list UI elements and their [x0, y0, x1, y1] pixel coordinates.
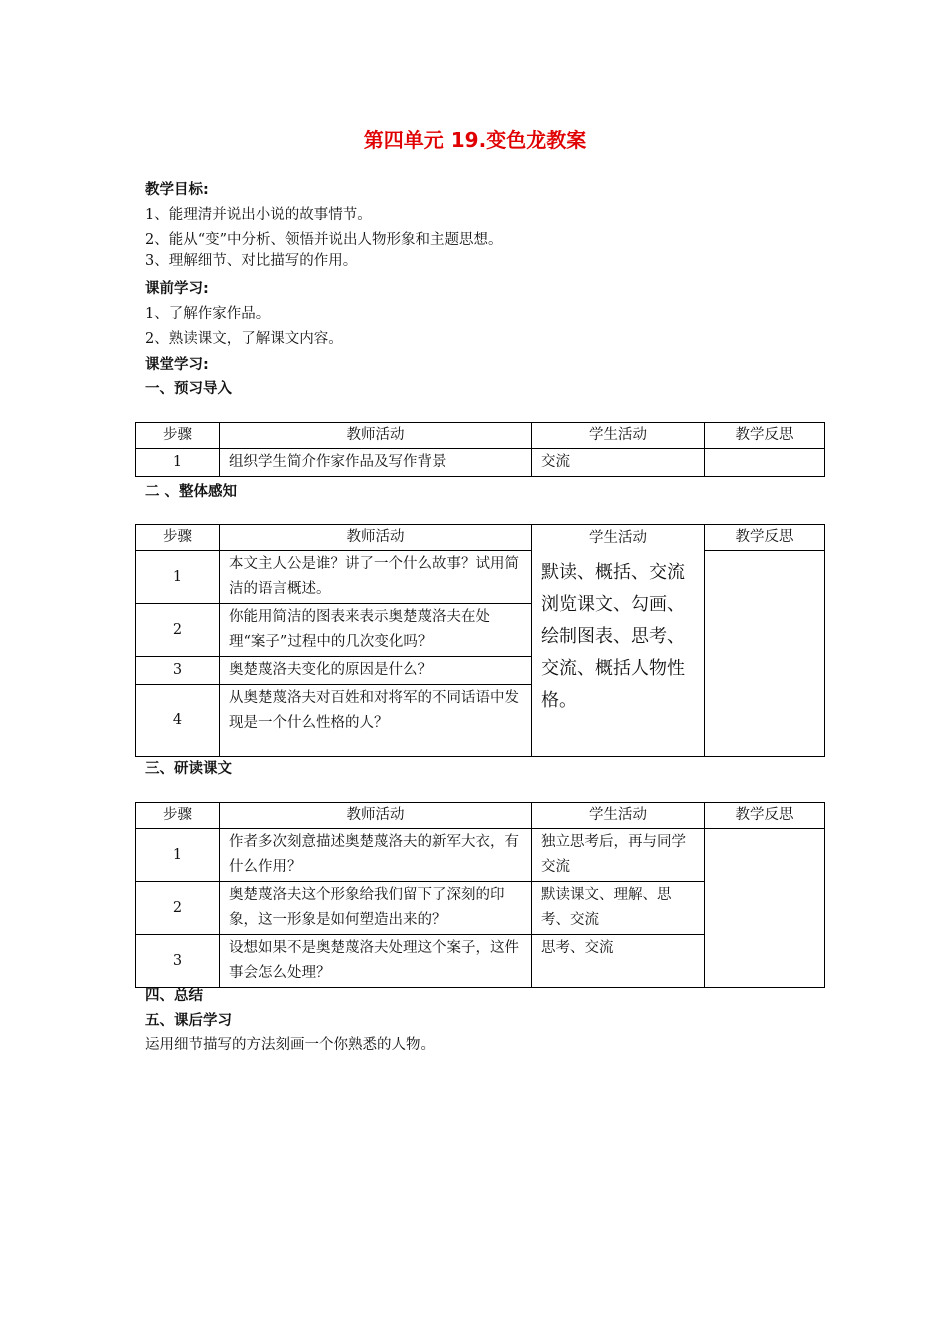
reflect-cell [705, 551, 825, 757]
section3-heading: 三、研读课文 [145, 761, 232, 777]
header-step: 步骤 [136, 423, 220, 449]
step-cell: 2 [136, 604, 220, 657]
header-step: 步骤 [136, 525, 220, 551]
step-cell: 4 [136, 685, 220, 757]
table-row [136, 449, 825, 477]
step-cell: 2 [136, 882, 220, 935]
header-teacher: 教师活动 [220, 803, 532, 829]
teacher-cell: 作者多次刻意描述奥楚蔑洛夫的新军大衣，有什么作用？ [220, 829, 532, 882]
overview-table [135, 524, 825, 757]
student-cell: 交流 [532, 449, 705, 477]
student-activities: 默读、概括、交流浏览课文、勾画、绘制图表、思考、交流、概括人物性格。 [541, 562, 685, 711]
header-step: 步骤 [136, 803, 220, 829]
header-teacher: 教师活动 [220, 423, 532, 449]
section2-heading: 二 、整体感知 [145, 484, 238, 500]
reflect-cell [705, 829, 825, 988]
pre-heading: 课前学习: [145, 281, 209, 297]
page-title: 第四单元 19.变色龙教案 [363, 128, 587, 152]
study-table [135, 802, 825, 988]
reflect-cell [705, 449, 825, 477]
pre-item: 1、了解作家作品。 [145, 306, 271, 322]
header-reflect: 教学反思 [705, 525, 825, 551]
step-cell: 1 [136, 551, 220, 604]
teacher-cell: 奥楚蔑洛夫这个形象给我们留下了深刻的印象，这一形象是如何塑造出来的？ [220, 882, 532, 935]
after-heading: 五、课后学习 [145, 1013, 232, 1029]
step-cell: 3 [136, 657, 220, 685]
header-student: 学生活动 [532, 423, 705, 449]
header-student: 学生活动 [532, 803, 705, 829]
goal-item: 3、理解细节、对比描写的作用。 [145, 253, 358, 269]
goal-item: 2、能从“变”中分析、领悟并说出人物形象和主题思想。 [145, 232, 503, 248]
teacher-cell: 从奥楚蔑洛夫对百姓和对将军的不同话语中发现是一个什么性格的人？ [220, 685, 532, 757]
student-cell: 独立思考后，再与同学交流 [532, 829, 705, 882]
header-student: 学生活动 [589, 530, 647, 546]
preview-table [135, 422, 825, 477]
student-cell: 默读课文、理解、思考、交流 [532, 882, 705, 935]
student-merged-cell [532, 525, 705, 757]
teacher-cell: 设想如果不是奥楚蔑洛夫处理这个案子，这件事会怎么处理？ [220, 935, 532, 988]
teacher-cell: 奥楚蔑洛夫变化的原因是什么？ [220, 657, 532, 685]
table-row [136, 551, 825, 604]
step-cell: 1 [136, 829, 220, 882]
class-heading: 课堂学习: [145, 357, 209, 373]
table-row [136, 829, 825, 882]
goals-heading: 教学目标: [145, 182, 209, 198]
section1-heading: 一、预习导入 [145, 381, 232, 397]
teacher-cell: 你能用简洁的图表来表示奥楚蔑洛夫在处理“案子”过程中的几次变化吗？ [220, 604, 532, 657]
header-reflect: 教学反思 [705, 803, 825, 829]
after-text: 运用细节描写的方法刻画一个你熟悉的人物。 [145, 1037, 435, 1053]
pre-item: 2、熟读课文，了解课文内容。 [145, 331, 343, 347]
header-reflect: 教学反思 [705, 423, 825, 449]
teacher-cell: 本文主人公是谁？讲了一个什么故事？试用简洁的语言概述。 [220, 551, 532, 604]
step-cell: 1 [136, 449, 220, 477]
goal-item: 1、能理清并说出小说的故事情节。 [145, 207, 372, 223]
header-teacher: 教师活动 [220, 525, 532, 551]
teacher-cell: 组织学生简介作家作品及写作背景 [220, 449, 532, 477]
step-cell: 3 [136, 935, 220, 988]
summary-heading: 四、总结 [145, 988, 203, 1004]
student-cell: 思考、交流 [532, 935, 705, 988]
